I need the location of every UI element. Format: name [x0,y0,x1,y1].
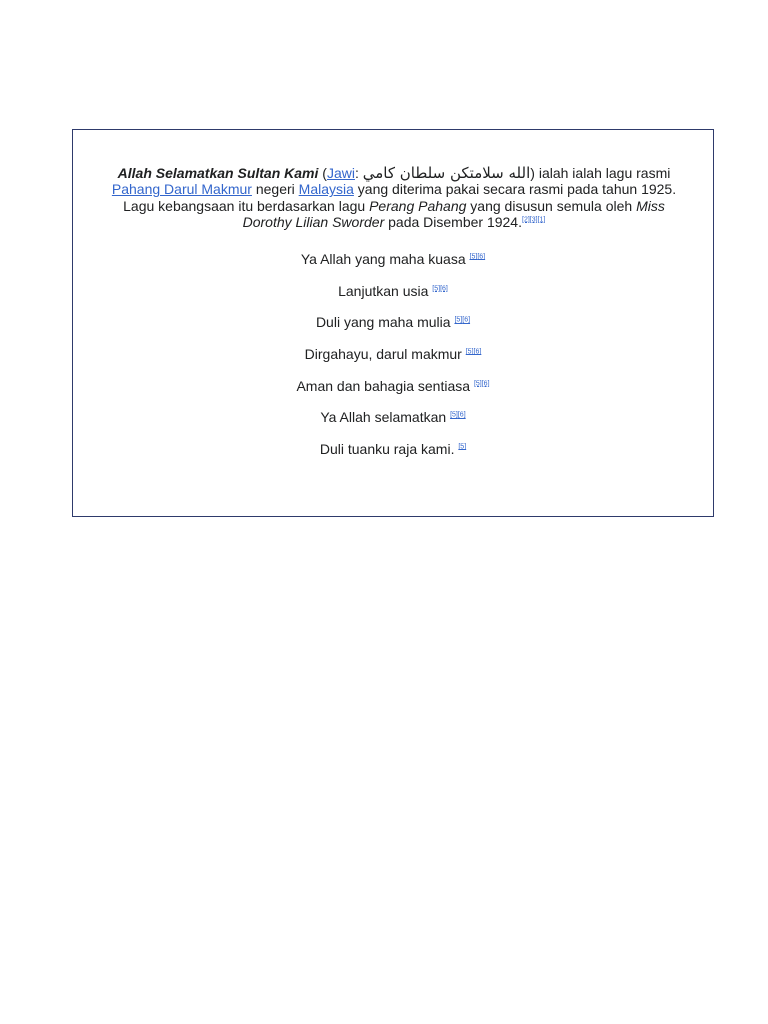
citation-link[interactable]: [6] [481,380,490,388]
lyric-citations [470,253,486,260]
lyric-citations [450,412,466,419]
citation-link[interactable]: [5] [469,253,478,261]
malaysia-link[interactable]: Malaysia [298,181,354,198]
jawi-text: الله سلامتكن سلطان كامي [362,164,531,182]
citation-link[interactable]: [2] [522,216,530,224]
anthem-title: Allah Selamatkan Sultan Kami [117,165,319,181]
citation-link[interactable]: [5] [432,285,441,293]
intro-text-4: yang disusun semula oleh [466,197,637,214]
article-frame [72,129,714,517]
lyric-line [73,313,713,345]
composer-name: Miss Dorothy Lilian Sworder [242,197,665,230]
citation-link[interactable]: [6] [457,411,466,419]
lyric-citations [474,380,490,387]
intro-paragraph [101,165,687,230]
intro-text-2: negeri [251,181,299,198]
lyric-text: Dirgahayu, darul makmur [304,346,462,363]
close-paren: ) [530,165,535,181]
jawi-link[interactable]: Jawi [326,165,355,181]
citation-link[interactable]: [5] [465,348,474,356]
intro-text-5: pada Disember 1924. [384,213,522,230]
lyric-text: Duli tuanku raja kami. [319,441,455,458]
citation-link[interactable]: [3] [529,216,538,224]
intro-text-3: yang diterima pakai secara rasmi pada tahun 1925. Lagu kebangsaan itu berdasarkan lagu [123,181,677,214]
lyric-citations [458,443,466,450]
citation-link[interactable]: [5] [473,380,482,388]
lyric-text: Lanjutkan usia [338,282,429,299]
pahang-link[interactable]: Pahang Darul Makmur [111,181,252,198]
citation-link[interactable]: [6] [473,348,482,356]
lyric-line [73,250,713,282]
lyric-line [73,408,713,440]
citation-link[interactable]: [5] [454,316,463,324]
lyric-citations [432,285,448,292]
citation-link[interactable]: [6] [477,253,486,261]
lyric-text: Ya Allah yang maha kuasa [300,251,466,267]
lyric-line [73,440,713,472]
lyric-text: Ya Allah selamatkan [320,409,447,426]
song-title: Perang Pahang [369,197,467,214]
colon: : [354,165,363,181]
lyrics-block [73,250,713,472]
citation-link[interactable]: [5] [458,443,467,451]
citation-link[interactable]: [5] [450,411,458,419]
citation-link[interactable]: [1] [537,216,546,224]
lyric-text: Duli yang maha mulia [315,314,451,331]
citation-link[interactable]: [6] [440,285,448,293]
citation-link[interactable]: [6] [462,316,471,324]
intro-citations [522,216,545,223]
lyric-line [73,345,713,377]
lyric-line [73,377,713,409]
open-paren: ( [318,165,327,181]
intro-text-1: ialah ialah lagu rasmi [534,165,671,181]
lyric-citations [454,317,470,324]
lyric-line [73,282,713,314]
lyric-citations [466,348,482,355]
lyric-text: Aman dan bahagia sentiasa [296,377,471,394]
